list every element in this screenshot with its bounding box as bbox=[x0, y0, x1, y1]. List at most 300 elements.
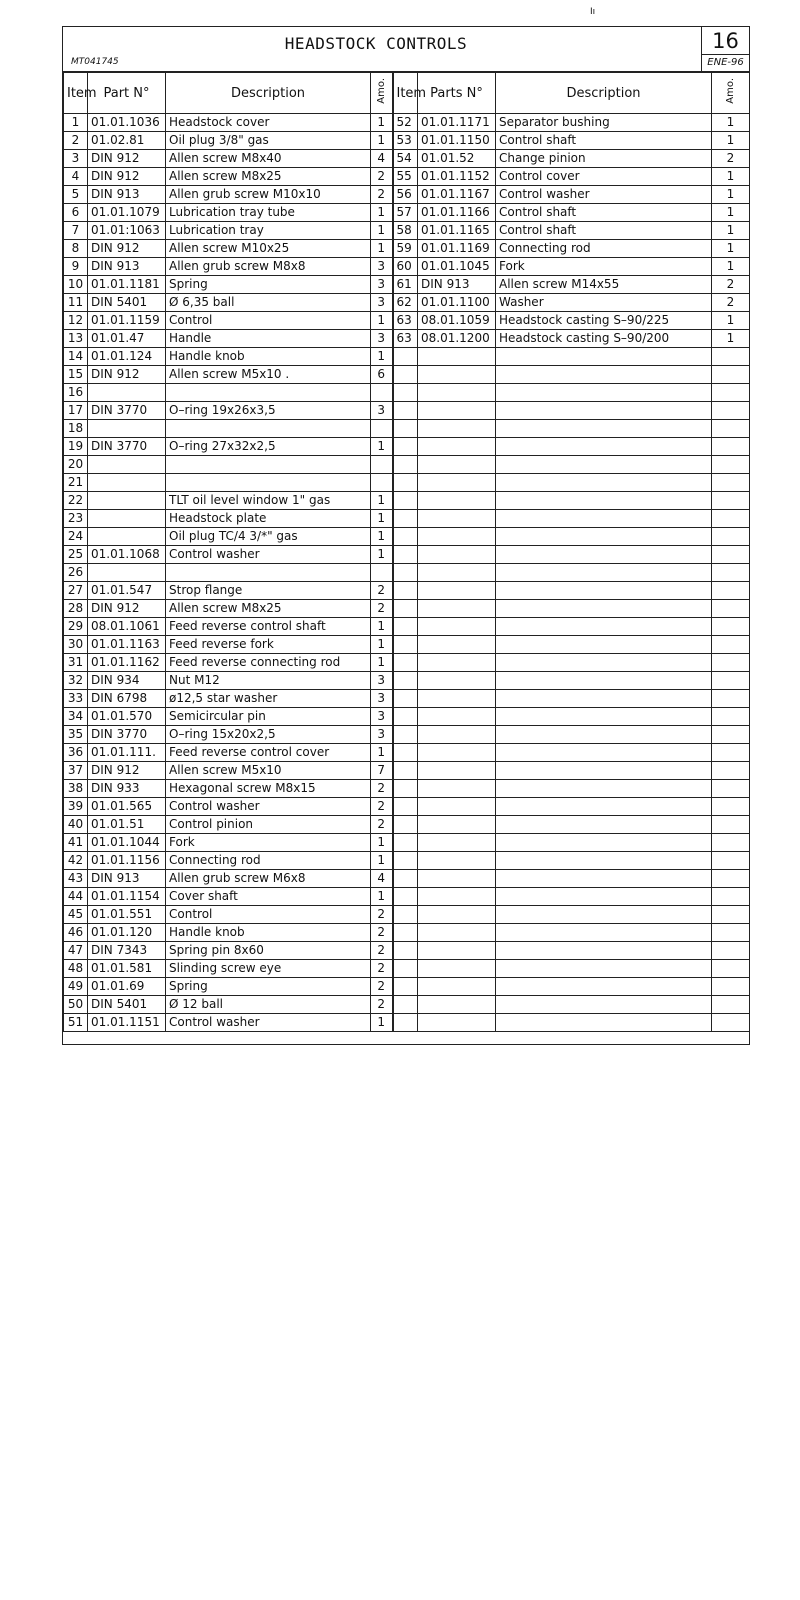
cell-part-no2 bbox=[418, 852, 496, 870]
cell-amount: 1 bbox=[371, 204, 393, 222]
table-row bbox=[64, 834, 750, 852]
cell-description2 bbox=[496, 600, 712, 618]
cell-part-no2 bbox=[418, 708, 496, 726]
cell-description2 bbox=[496, 672, 712, 690]
cell-amount2 bbox=[712, 582, 750, 600]
cell-part-no: DIN 3770 bbox=[88, 402, 166, 420]
cell-item: 18 bbox=[64, 420, 88, 438]
cell-amount: 4 bbox=[371, 150, 393, 168]
cell-amount2: 1 bbox=[712, 204, 750, 222]
cell-amount2 bbox=[712, 834, 750, 852]
cell-item2 bbox=[393, 744, 418, 762]
parts-list-sheet bbox=[62, 26, 750, 1045]
cell-part-no2 bbox=[418, 402, 496, 420]
cell-description2 bbox=[496, 438, 712, 456]
cell-description2 bbox=[496, 564, 712, 582]
table-row bbox=[64, 600, 750, 618]
col-amount-label: Amo. bbox=[375, 78, 387, 104]
cell-description: Oil plug 3/8" gas bbox=[166, 132, 371, 150]
cell-description: Ø 12 ball bbox=[166, 996, 371, 1014]
cell-part-no: DIN 913 bbox=[88, 186, 166, 204]
cell-part-no: DIN 912 bbox=[88, 762, 166, 780]
cell-description: Allen grub screw M10x10 bbox=[166, 186, 371, 204]
table-body bbox=[64, 114, 750, 1032]
table-row bbox=[64, 456, 750, 474]
cell-description2: Control washer bbox=[496, 186, 712, 204]
page-date: ENE-96 bbox=[707, 57, 744, 68]
cell-part-no: 01.01:1063 bbox=[88, 222, 166, 240]
cell-item2 bbox=[393, 672, 418, 690]
cell-description2 bbox=[496, 942, 712, 960]
cell-part-no2 bbox=[418, 762, 496, 780]
cell-description2 bbox=[496, 474, 712, 492]
cell-part-no2 bbox=[418, 996, 496, 1014]
table-row bbox=[64, 906, 750, 924]
cell-amount2: 1 bbox=[712, 186, 750, 204]
cell-amount2: 2 bbox=[712, 294, 750, 312]
cell-amount: 1 bbox=[371, 312, 393, 330]
cell-part-no: 01.01.47 bbox=[88, 330, 166, 348]
cell-description2: Fork bbox=[496, 258, 712, 276]
cell-item2 bbox=[393, 762, 418, 780]
cell-amount2 bbox=[712, 888, 750, 906]
cell-item2 bbox=[393, 456, 418, 474]
cell-item: 13 bbox=[64, 330, 88, 348]
cell-part-no2 bbox=[418, 744, 496, 762]
cell-description: Handle bbox=[166, 330, 371, 348]
cell-item2 bbox=[393, 438, 418, 456]
cell-description2 bbox=[496, 726, 712, 744]
page-number: 16 bbox=[702, 27, 749, 55]
cell-description: Connecting rod bbox=[166, 852, 371, 870]
cell-amount2 bbox=[712, 420, 750, 438]
cell-description: Control washer bbox=[166, 546, 371, 564]
cell-amount2: 2 bbox=[712, 150, 750, 168]
cell-item: 31 bbox=[64, 654, 88, 672]
cell-amount: 1 bbox=[371, 654, 393, 672]
cell-item: 4 bbox=[64, 168, 88, 186]
cell-description: Control washer bbox=[166, 798, 371, 816]
cell-description: Control washer bbox=[166, 1014, 371, 1032]
cell-item: 29 bbox=[64, 618, 88, 636]
cell-item2 bbox=[393, 636, 418, 654]
cell-amount2 bbox=[712, 438, 750, 456]
col-part-no2-header: Parts N° bbox=[418, 73, 496, 114]
cell-part-no: 01.01.1151 bbox=[88, 1014, 166, 1032]
cell-part-no2 bbox=[418, 960, 496, 978]
cell-amount2 bbox=[712, 978, 750, 996]
cell-description2 bbox=[496, 870, 712, 888]
cell-description: Allen screw M5x10 bbox=[166, 762, 371, 780]
cell-amount: 2 bbox=[371, 168, 393, 186]
cell-description2 bbox=[496, 348, 712, 366]
col-item2-header: Item bbox=[393, 73, 418, 114]
cell-part-no2 bbox=[418, 420, 496, 438]
table-row bbox=[64, 744, 750, 762]
cell-amount: 1 bbox=[371, 438, 393, 456]
cell-description: Ø 6,35 ball bbox=[166, 294, 371, 312]
table-row bbox=[64, 726, 750, 744]
cell-description2 bbox=[496, 384, 712, 402]
cell-description2 bbox=[496, 978, 712, 996]
cell-item: 12 bbox=[64, 312, 88, 330]
cell-description: O–ring 27x32x2,5 bbox=[166, 438, 371, 456]
cell-part-no2 bbox=[418, 636, 496, 654]
cell-amount bbox=[371, 474, 393, 492]
cell-part-no: 01.01.1159 bbox=[88, 312, 166, 330]
cell-item2 bbox=[393, 528, 418, 546]
cell-description: Allen screw M8x40 bbox=[166, 150, 371, 168]
table-row bbox=[64, 636, 750, 654]
cell-description2 bbox=[496, 618, 712, 636]
cell-description: Lubrication tray tube bbox=[166, 204, 371, 222]
cell-amount: 1 bbox=[371, 132, 393, 150]
table-row bbox=[64, 312, 750, 330]
cell-description: Handle knob bbox=[166, 348, 371, 366]
cell-amount: 2 bbox=[371, 942, 393, 960]
stray-mark: Iı bbox=[590, 7, 596, 17]
cell-item: 40 bbox=[64, 816, 88, 834]
table-row bbox=[64, 240, 750, 258]
cell-amount2: 1 bbox=[712, 330, 750, 348]
cell-description2 bbox=[496, 996, 712, 1014]
cell-amount2: 1 bbox=[712, 258, 750, 276]
table-row bbox=[64, 330, 750, 348]
cell-amount2: 1 bbox=[712, 312, 750, 330]
cell-amount2 bbox=[712, 762, 750, 780]
table-row bbox=[64, 960, 750, 978]
cell-item: 43 bbox=[64, 870, 88, 888]
cell-part-no: 01.01.1162 bbox=[88, 654, 166, 672]
cell-part-no: 01.01.124 bbox=[88, 348, 166, 366]
cell-amount: 2 bbox=[371, 798, 393, 816]
cell-part-no: DIN 5401 bbox=[88, 294, 166, 312]
cell-part-no2 bbox=[418, 618, 496, 636]
cell-part-no: DIN 912 bbox=[88, 168, 166, 186]
cell-part-no: 01.02.81 bbox=[88, 132, 166, 150]
table-row bbox=[64, 186, 750, 204]
cell-part-no2 bbox=[418, 474, 496, 492]
table-row bbox=[64, 114, 750, 132]
cell-description: Spring pin 8x60 bbox=[166, 942, 371, 960]
cell-item2: 61 bbox=[393, 276, 418, 294]
table-row bbox=[64, 222, 750, 240]
cell-part-no: 01.01.111. bbox=[88, 744, 166, 762]
cell-description: Allen grub screw M6x8 bbox=[166, 870, 371, 888]
cell-item: 14 bbox=[64, 348, 88, 366]
cell-description: O–ring 15x20x2,5 bbox=[166, 726, 371, 744]
cell-part-no: 01.01.570 bbox=[88, 708, 166, 726]
cell-amount: 1 bbox=[371, 546, 393, 564]
cell-part-no2 bbox=[418, 816, 496, 834]
cell-description: TLT oil level window 1" gas bbox=[166, 492, 371, 510]
parts-table bbox=[63, 72, 750, 1032]
cell-description2 bbox=[496, 798, 712, 816]
cell-part-no2 bbox=[418, 942, 496, 960]
cell-amount: 2 bbox=[371, 582, 393, 600]
cell-amount2 bbox=[712, 1014, 750, 1032]
table-row bbox=[64, 384, 750, 402]
cell-description2 bbox=[496, 402, 712, 420]
table-row bbox=[64, 708, 750, 726]
cell-part-no: 01.01.1079 bbox=[88, 204, 166, 222]
cell-part-no2 bbox=[418, 582, 496, 600]
cell-amount2 bbox=[712, 690, 750, 708]
cell-description: Hexagonal screw M8x15 bbox=[166, 780, 371, 798]
cell-item: 2 bbox=[64, 132, 88, 150]
cell-item: 41 bbox=[64, 834, 88, 852]
cell-part-no bbox=[88, 492, 166, 510]
cell-item: 35 bbox=[64, 726, 88, 744]
cell-part-no: DIN 913 bbox=[88, 870, 166, 888]
cell-amount2 bbox=[712, 798, 750, 816]
cell-item2 bbox=[393, 474, 418, 492]
cell-part-no: DIN 912 bbox=[88, 150, 166, 168]
cell-item: 15 bbox=[64, 366, 88, 384]
cell-amount2: 1 bbox=[712, 132, 750, 150]
table-row bbox=[64, 132, 750, 150]
table-row bbox=[64, 402, 750, 420]
cell-part-no2 bbox=[418, 600, 496, 618]
cell-description: Allen grub screw M8x8 bbox=[166, 258, 371, 276]
cell-amount2: 1 bbox=[712, 114, 750, 132]
cell-amount: 6 bbox=[371, 366, 393, 384]
table-row bbox=[64, 168, 750, 186]
col-amount2-label: Amo. bbox=[725, 78, 736, 104]
cell-item2 bbox=[393, 780, 418, 798]
cell-amount: 1 bbox=[371, 834, 393, 852]
cell-amount2 bbox=[712, 816, 750, 834]
cell-part-no2: 01.01.1165 bbox=[418, 222, 496, 240]
cell-amount2 bbox=[712, 528, 750, 546]
cell-description2: Connecting rod bbox=[496, 240, 712, 258]
cell-part-no2: DIN 913 bbox=[418, 276, 496, 294]
cell-item2 bbox=[393, 384, 418, 402]
cell-item: 11 bbox=[64, 294, 88, 312]
cell-description2 bbox=[496, 708, 712, 726]
cell-description2 bbox=[496, 420, 712, 438]
cell-amount: 1 bbox=[371, 888, 393, 906]
cell-description: Cover shaft bbox=[166, 888, 371, 906]
cell-amount2 bbox=[712, 384, 750, 402]
cell-description2 bbox=[496, 906, 712, 924]
cell-amount: 1 bbox=[371, 636, 393, 654]
cell-description: ø12,5 star washer bbox=[166, 690, 371, 708]
cell-description: Allen screw M5x10 . bbox=[166, 366, 371, 384]
cell-item2 bbox=[393, 960, 418, 978]
cell-part-no bbox=[88, 564, 166, 582]
cell-amount: 1 bbox=[371, 240, 393, 258]
cell-item2 bbox=[393, 996, 418, 1014]
cell-item2 bbox=[393, 888, 418, 906]
cell-description2 bbox=[496, 654, 712, 672]
cell-description2: Separator bushing bbox=[496, 114, 712, 132]
cell-description2: Washer bbox=[496, 294, 712, 312]
cell-amount2 bbox=[712, 564, 750, 582]
cell-item: 9 bbox=[64, 258, 88, 276]
table-row bbox=[64, 924, 750, 942]
cell-item: 20 bbox=[64, 456, 88, 474]
table-row bbox=[64, 942, 750, 960]
cell-part-no: DIN 912 bbox=[88, 366, 166, 384]
cell-part-no: 01.01.1154 bbox=[88, 888, 166, 906]
cell-amount: 2 bbox=[371, 816, 393, 834]
cell-part-no: DIN 933 bbox=[88, 780, 166, 798]
cell-item2 bbox=[393, 348, 418, 366]
cell-part-no2 bbox=[418, 690, 496, 708]
table-row bbox=[64, 564, 750, 582]
table-row bbox=[64, 690, 750, 708]
cell-item: 38 bbox=[64, 780, 88, 798]
cell-item: 3 bbox=[64, 150, 88, 168]
cell-amount: 4 bbox=[371, 870, 393, 888]
cell-amount2 bbox=[712, 348, 750, 366]
cell-description2: Headstock casting S–90/225 bbox=[496, 312, 712, 330]
cell-description: O–ring 19x26x3,5 bbox=[166, 402, 371, 420]
table-row bbox=[64, 978, 750, 996]
cell-item: 10 bbox=[64, 276, 88, 294]
cell-description: Lubrication tray bbox=[166, 222, 371, 240]
cell-part-no2 bbox=[418, 510, 496, 528]
cell-item2 bbox=[393, 564, 418, 582]
cell-description: Control bbox=[166, 312, 371, 330]
cell-description bbox=[166, 420, 371, 438]
cell-amount: 1 bbox=[371, 1014, 393, 1032]
cell-part-no2 bbox=[418, 528, 496, 546]
cell-part-no2: 01.01.1152 bbox=[418, 168, 496, 186]
cell-item2 bbox=[393, 978, 418, 996]
cell-description2 bbox=[496, 816, 712, 834]
cell-item: 26 bbox=[64, 564, 88, 582]
col-description2-header: Description bbox=[496, 73, 712, 114]
table-row bbox=[64, 348, 750, 366]
cell-description2: Control shaft bbox=[496, 204, 712, 222]
cell-description: Oil plug TC/4 3/*" gas bbox=[166, 528, 371, 546]
cell-part-no2 bbox=[418, 384, 496, 402]
table-row bbox=[64, 528, 750, 546]
cell-description: Allen screw M8x25 bbox=[166, 600, 371, 618]
cell-part-no2 bbox=[418, 672, 496, 690]
col-description-header: Description bbox=[166, 73, 371, 114]
cell-item2: 62 bbox=[393, 294, 418, 312]
cell-part-no: 01.01.1068 bbox=[88, 546, 166, 564]
cell-amount2 bbox=[712, 636, 750, 654]
cell-item: 49 bbox=[64, 978, 88, 996]
cell-amount: 1 bbox=[371, 618, 393, 636]
cell-amount bbox=[371, 456, 393, 474]
cell-description2: Headstock casting S–90/200 bbox=[496, 330, 712, 348]
cell-item: 42 bbox=[64, 852, 88, 870]
cell-part-no: 01.01.1163 bbox=[88, 636, 166, 654]
cell-part-no: DIN 3770 bbox=[88, 726, 166, 744]
cell-amount2 bbox=[712, 546, 750, 564]
cell-amount: 1 bbox=[371, 114, 393, 132]
cell-part-no: DIN 7343 bbox=[88, 942, 166, 960]
cell-item2 bbox=[393, 816, 418, 834]
cell-description: Fork bbox=[166, 834, 371, 852]
cell-item2: 56 bbox=[393, 186, 418, 204]
cell-description: Feed reverse fork bbox=[166, 636, 371, 654]
cell-part-no2 bbox=[418, 888, 496, 906]
cell-part-no2: 01.01.1150 bbox=[418, 132, 496, 150]
cell-amount2 bbox=[712, 600, 750, 618]
cell-description2 bbox=[496, 690, 712, 708]
cell-item2 bbox=[393, 582, 418, 600]
cell-description2 bbox=[496, 528, 712, 546]
cell-description2 bbox=[496, 888, 712, 906]
cell-part-no2 bbox=[418, 348, 496, 366]
cell-part-no2: 08.01.1200 bbox=[418, 330, 496, 348]
cell-amount: 2 bbox=[371, 600, 393, 618]
cell-description: Headstock plate bbox=[166, 510, 371, 528]
cell-description2 bbox=[496, 456, 712, 474]
cell-amount: 3 bbox=[371, 330, 393, 348]
table-row bbox=[64, 870, 750, 888]
cell-description2 bbox=[496, 744, 712, 762]
cell-amount2 bbox=[712, 672, 750, 690]
table-row bbox=[64, 996, 750, 1014]
cell-description: Feed reverse connecting rod bbox=[166, 654, 371, 672]
cell-description2 bbox=[496, 636, 712, 654]
cell-description2 bbox=[496, 366, 712, 384]
cell-description: Headstock cover bbox=[166, 114, 371, 132]
table-row bbox=[64, 654, 750, 672]
col-part-no-header: Part N° bbox=[88, 73, 166, 114]
cell-description: Spring bbox=[166, 276, 371, 294]
cell-part-no: DIN 912 bbox=[88, 240, 166, 258]
cell-item2: 55 bbox=[393, 168, 418, 186]
cell-part-no2 bbox=[418, 906, 496, 924]
cell-amount: 1 bbox=[371, 348, 393, 366]
cell-part-no2: 01.01.1100 bbox=[418, 294, 496, 312]
cell-amount2 bbox=[712, 726, 750, 744]
cell-item: 22 bbox=[64, 492, 88, 510]
cell-item: 21 bbox=[64, 474, 88, 492]
cell-amount2 bbox=[712, 708, 750, 726]
cell-part-no2 bbox=[418, 654, 496, 672]
cell-item2 bbox=[393, 924, 418, 942]
cell-description bbox=[166, 474, 371, 492]
cell-description: Control bbox=[166, 906, 371, 924]
cell-description: Allen screw M10x25 bbox=[166, 240, 371, 258]
table-row bbox=[64, 510, 750, 528]
cell-item: 24 bbox=[64, 528, 88, 546]
cell-item: 48 bbox=[64, 960, 88, 978]
cell-amount2: 1 bbox=[712, 240, 750, 258]
cell-description2 bbox=[496, 960, 712, 978]
cell-amount: 3 bbox=[371, 294, 393, 312]
cell-amount2 bbox=[712, 744, 750, 762]
cell-amount: 2 bbox=[371, 960, 393, 978]
table-row bbox=[64, 798, 750, 816]
cell-item2 bbox=[393, 870, 418, 888]
cell-amount2 bbox=[712, 870, 750, 888]
table-row bbox=[64, 474, 750, 492]
cell-amount: 2 bbox=[371, 186, 393, 204]
cell-item: 1 bbox=[64, 114, 88, 132]
cell-description2 bbox=[496, 780, 712, 798]
cell-amount2 bbox=[712, 492, 750, 510]
cell-amount: 3 bbox=[371, 690, 393, 708]
cell-amount: 3 bbox=[371, 258, 393, 276]
cell-part-no2 bbox=[418, 978, 496, 996]
cell-part-no2 bbox=[418, 546, 496, 564]
cell-item2: 57 bbox=[393, 204, 418, 222]
cell-amount: 3 bbox=[371, 402, 393, 420]
cell-amount2: 1 bbox=[712, 168, 750, 186]
cell-amount: 1 bbox=[371, 852, 393, 870]
cell-item: 8 bbox=[64, 240, 88, 258]
